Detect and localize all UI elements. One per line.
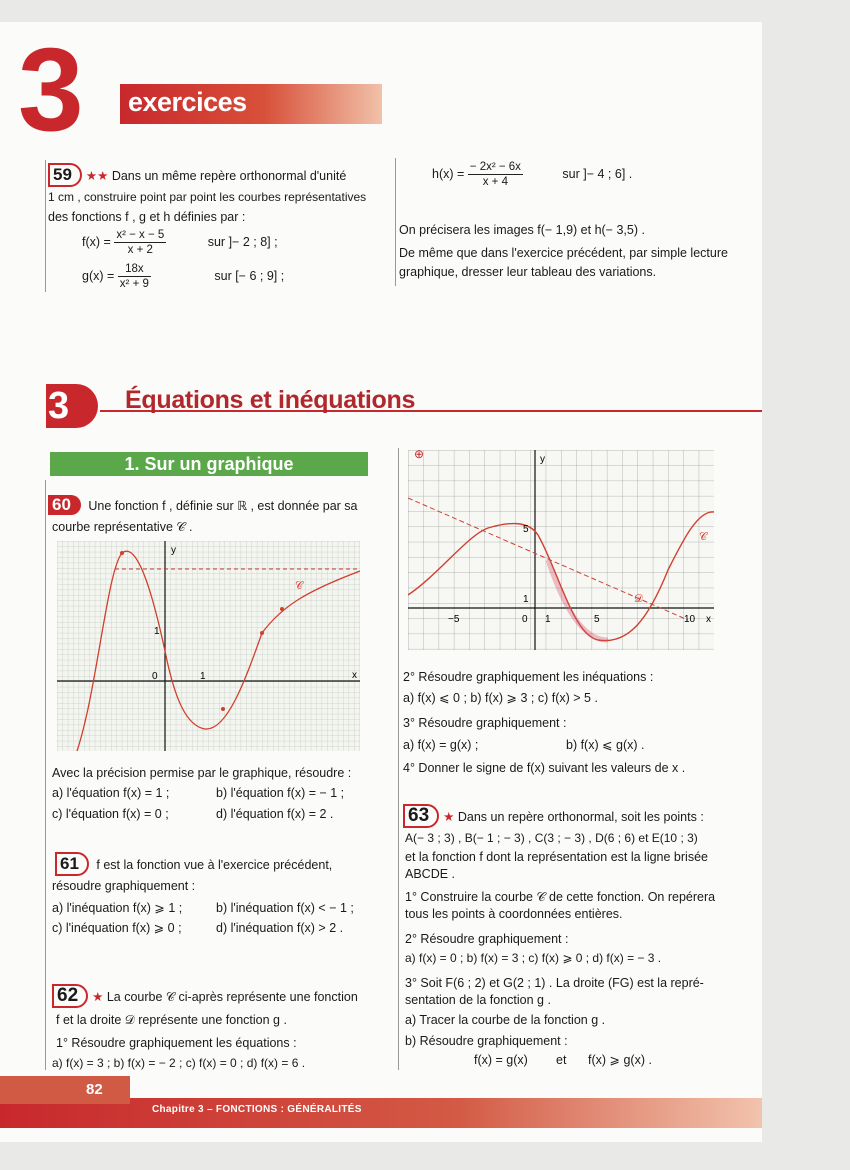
left-column-rule: [45, 480, 46, 1070]
ex61-line1: f est la fonction vue à l'exercice précédent,: [96, 858, 333, 872]
ex59-number: 59: [48, 163, 82, 187]
section-number: 3: [46, 384, 98, 428]
g-domain: sur [− 6 ; 9] ;: [214, 268, 285, 283]
ex60-line2: courbe représentative 𝒞 .: [52, 520, 193, 534]
ex63-line4: ABCDE .: [405, 867, 456, 881]
point: [280, 607, 284, 611]
ex62-head: [52, 984, 358, 1008]
ex62-star: ★: [92, 990, 104, 1004]
f-den: x + 2: [127, 244, 153, 256]
ex61-head: [55, 852, 332, 876]
ex62-line1: La courbe 𝒞 ci-après représente une fonction: [106, 990, 358, 1004]
ex60-graph: [57, 541, 360, 751]
ex62-graph: [408, 450, 714, 650]
column-rule-right: [395, 158, 396, 286]
five-y: 5: [523, 524, 529, 535]
g-fraction: [118, 262, 151, 291]
h-fraction: [468, 160, 523, 189]
ex61-b: b) l'inéquation f(x) < − 1 ;: [216, 901, 354, 915]
ex63-line1: Dans un repère orthonormal, soit les points :: [457, 810, 704, 824]
f-fraction: [114, 228, 166, 257]
ex61-c: c) l'inéquation f(x) ⩾ 0 ;: [52, 921, 182, 935]
ex62-q1-title: 1° Résoudre graphiquement les équations :: [56, 1036, 297, 1050]
point: [260, 631, 264, 635]
ex62-q3-a: a) f(x) = g(x) ;: [403, 738, 479, 752]
ex63-line2: A(− 3 ; 3) , B(− 1 ; − 3) , C(3 ; − 3) , D(6 ; 6) et E(10 ; 3): [405, 831, 698, 845]
ex61-number: 61: [55, 852, 89, 876]
ex63-star: ★: [443, 810, 455, 824]
ex61-a: a) l'inéquation f(x) ⩾ 1 ;: [52, 901, 183, 915]
zero: 0: [152, 671, 158, 682]
minus-five: −5: [448, 614, 460, 625]
ex62-q3-title: 3° Résoudre graphiquement :: [403, 716, 567, 730]
one-x: 1: [545, 614, 551, 625]
ex60-after: Avec la précision permise par le graphique, résoudre :: [52, 766, 352, 780]
ex63-q1b: tous les points à coordonnées entières.: [405, 907, 623, 921]
curve-label: 𝒞: [699, 531, 708, 543]
ex62-q2-items: a) f(x) ⩽ 0 ; b) f(x) ⩾ 3 ; c) f(x) > 5 .: [403, 691, 598, 705]
ex63-q2-title: 2° Résoudre graphiquement :: [405, 932, 569, 946]
right-column-rule: [398, 448, 399, 1070]
ex59-line4: On précisera les images f(− 1,9) et h(− 3,5) .: [399, 223, 645, 237]
page-number: 82: [0, 1076, 130, 1104]
point-marker: ⊕: [414, 450, 425, 461]
ex62-q1-items: a) f(x) = 3 ; b) f(x) = − 2 ; c) f(x) = 0 ; d) f(x) = 6 .: [52, 1056, 306, 1070]
ex59-line5: De même que dans l'exercice précédent, par simple lecture: [399, 246, 728, 260]
ex60-number: 60: [48, 495, 81, 515]
ex59-block: [48, 163, 368, 227]
ex63-q3e1: f(x) = g(x): [474, 1053, 528, 1067]
ex63-line3: et la fonction f dont la représentation est la ligne brisée: [405, 850, 708, 864]
zero: 0: [522, 614, 528, 625]
one-x: 1: [200, 671, 206, 682]
five-x: 5: [594, 614, 600, 625]
ex62-q2-title: 2° Résoudre graphiquement les inéquations :: [403, 670, 654, 684]
h-lhs: h(x) =: [432, 166, 465, 181]
exercices-banner: [120, 84, 382, 124]
ex59-line1: Dans un même repère orthonormal d'unité: [111, 169, 347, 183]
ex59-line3: des fonctions f , g et h définies par :: [48, 210, 246, 224]
footer-chapter: Chapitre 3 – FONCTIONS : GÉNÉRALITÉS: [152, 1104, 362, 1115]
ex60-a: a) l'équation f(x) = 1 ;: [52, 786, 170, 800]
h-den: x + 4: [482, 176, 508, 188]
ex62-line2: f et la droite 𝒟 représente une fonction g .: [56, 1013, 287, 1027]
g-den: x² + 9: [119, 278, 149, 290]
point: [221, 707, 225, 711]
x-label: x: [706, 614, 711, 625]
ex60-d: d) l'équation f(x) = 2 .: [216, 807, 334, 821]
ex63-q3e2: f(x) ⩾ g(x) .: [588, 1053, 652, 1067]
ex62-q4: 4° Donner le signe de f(x) suivant les valeurs de x .: [403, 761, 686, 775]
ex60-head: [48, 495, 358, 516]
ex63-head: [403, 804, 704, 828]
one-y: 1: [523, 594, 529, 605]
column-rule: [45, 160, 46, 292]
ex63-q3b: sentation de la fonction g .: [405, 993, 551, 1007]
ex59-stars: ★★: [85, 169, 109, 183]
ex63-q1a: 1° Construire la courbe 𝒞 de cette fonction. On repérera: [405, 890, 716, 904]
ex62-q3-b: b) f(x) ⩽ g(x) .: [566, 738, 645, 752]
chapter-number: 3: [18, 24, 80, 156]
ex61-d: d) l'inéquation f(x) > 2 .: [216, 921, 344, 935]
curve-label: 𝒞: [295, 580, 304, 592]
ex63-q3d: b) Résoudre graphiquement :: [405, 1034, 568, 1048]
line-label: 𝒟: [634, 593, 643, 605]
ex63-q2-items: a) f(x) = 0 ; b) f(x) = 3 ; c) f(x) ⩾ 0 ; d) f(x) = − 3 .: [405, 951, 662, 965]
banner-label: exercices: [128, 87, 247, 117]
ex59-f-def: [82, 228, 278, 257]
g-lhs: g(x) =: [82, 268, 115, 283]
ex60-c: c) l'équation f(x) = 0 ;: [52, 807, 169, 821]
section-title: Équations et inéquations: [125, 386, 416, 414]
subsection-banner: 1. Sur un graphique: [50, 452, 368, 476]
y-label: y: [171, 545, 176, 556]
ex61-line2: résoudre graphiquement :: [52, 879, 196, 893]
ex59-line6: graphique, dresser leur tableau des variations.: [399, 265, 657, 279]
ex63-number: 63: [403, 804, 439, 828]
y-label: y: [540, 454, 545, 465]
ten: 10: [684, 614, 696, 625]
ex60-b: b) l'équation f(x) = − 1 ;: [216, 786, 345, 800]
g-num: 18x: [118, 262, 151, 277]
ex59-g-def: [82, 262, 284, 291]
ex63-q3c: a) Tracer la courbe de la fonction g .: [405, 1013, 606, 1027]
ex63-q3e-sep: et: [556, 1053, 567, 1067]
ex60-line1: Une fonction f , définie sur ℝ , est donnée par sa: [88, 499, 358, 513]
f-lhs: f(x) =: [82, 234, 111, 249]
ex59-line2: 1 cm , construire point par point les courbes représentatives: [48, 190, 367, 204]
f-domain: sur ]− 2 ; 8] ;: [207, 234, 278, 249]
h-num: − 2x² − 6x: [469, 161, 521, 173]
point: [120, 551, 124, 555]
x-label: x: [352, 670, 357, 681]
ex63-q3a: 3° Soit F(6 ; 2) et G(2 ; 1) . La droite (FG) est la repré-: [405, 976, 704, 990]
f-num: x² − x − 5: [116, 229, 165, 241]
one-y: 1: [154, 626, 160, 637]
ex62-number: 62: [52, 984, 88, 1008]
h-domain: sur ]− 4 ; 6] .: [562, 166, 633, 181]
ex59-h-def: [432, 160, 632, 189]
